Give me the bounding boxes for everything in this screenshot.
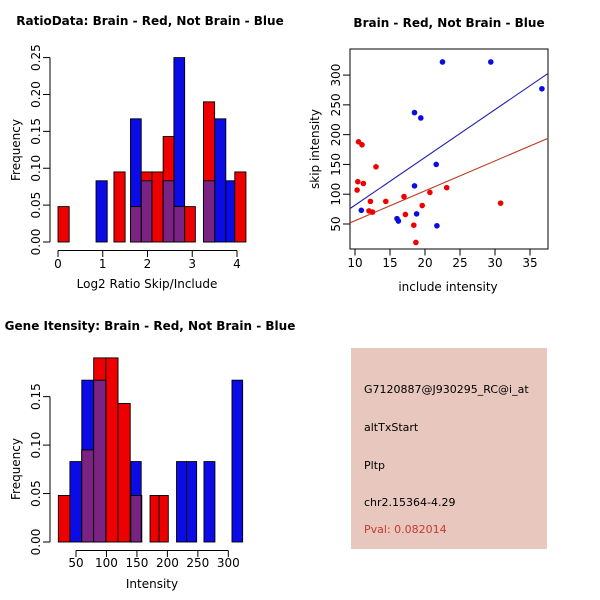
scatter-point-red	[368, 199, 374, 205]
histogram-bar-red	[58, 207, 69, 242]
histogram-bar-red	[114, 172, 125, 242]
scatter-point-red	[498, 200, 504, 206]
scatter-point-red	[401, 194, 407, 200]
y-tick-label: 100	[329, 182, 344, 206]
probe-id-text: G7120887@J930295_RC@i_at	[364, 383, 529, 396]
histogram-bar-overlap	[203, 181, 214, 242]
scatter-xlabel: include intensity	[398, 280, 498, 294]
y-tick-label: 0.05	[29, 191, 44, 219]
plot-box	[350, 49, 548, 249]
scatter-point-red	[383, 199, 389, 205]
scatter-point-red	[355, 179, 361, 185]
histogram-bar-blue	[226, 181, 235, 242]
scatter-point-blue	[418, 115, 424, 121]
scatter-point-blue	[539, 86, 545, 92]
y-tick-label: 0.15	[29, 383, 44, 411]
histogram-bar-overlap	[131, 495, 141, 542]
y-tick-label: 0.10	[29, 431, 44, 459]
y-tick-label: 0.20	[29, 81, 44, 108]
scatter-point-blue	[412, 110, 418, 116]
histogram-bar-overlap	[130, 207, 141, 242]
scatter-point-blue	[396, 218, 402, 224]
histogram-bar-overlap	[82, 450, 94, 542]
histogram-bar-red	[185, 207, 196, 242]
scatter-point-red	[354, 187, 360, 193]
scatter-point-red	[403, 212, 409, 218]
scatter-point-blue	[412, 183, 418, 189]
histogram-bar-blue	[232, 380, 243, 542]
histogram-bar-blue	[215, 119, 226, 242]
histogram-bar-overlap	[163, 181, 174, 242]
y-tick-label: 0.25	[29, 44, 44, 71]
histogram-bar-overlap	[174, 207, 185, 242]
histogram-bar-red	[58, 495, 70, 542]
scatter-point-blue	[488, 59, 494, 65]
scatter-point-blue	[440, 59, 446, 65]
x-tick-label: 1	[98, 257, 107, 271]
gene-symbol-text: Pltp	[364, 459, 385, 472]
gene-hist-ylabel: Frequency	[9, 438, 23, 500]
histogram-bar-red	[159, 495, 168, 542]
scatter-point-red	[370, 209, 376, 215]
y-tick-label: 300	[329, 63, 344, 87]
scatter-ylabel: skip intensity	[308, 109, 322, 189]
event-type-text: altTxStart	[364, 421, 419, 434]
scatter-title: Brain - Red, Not Brain - Blue	[353, 16, 545, 30]
scatter-point-blue	[434, 223, 440, 229]
y-tick-label: 50	[329, 216, 344, 232]
gene-hist-xlabel: Intensity	[125, 577, 179, 591]
locus-text: chr2.15364-4.29	[364, 496, 456, 509]
histogram-bar-blue	[96, 181, 107, 242]
x-tick-label: 50	[68, 556, 84, 570]
ratio-hist-title: RatioData: Brain - Red, Not Brain - Blue	[16, 14, 284, 28]
histogram-bar-red	[118, 403, 130, 542]
scatter-point-red	[427, 190, 433, 196]
brain-fit-line	[350, 138, 548, 223]
x-tick-label: 100	[95, 556, 118, 570]
histogram-bar-red	[235, 172, 246, 242]
x-tick-label: 200	[155, 556, 179, 570]
scatter-point-blue	[414, 211, 420, 217]
scatter-point-red	[419, 203, 425, 209]
y-tick-label: 0.10	[29, 154, 44, 182]
x-tick-label: 2	[143, 257, 152, 271]
histogram-bar-blue	[204, 462, 215, 542]
y-tick-label: 150	[329, 152, 344, 176]
y-tick-label: 0.00	[29, 228, 44, 256]
histogram-bar-blue	[177, 462, 187, 542]
histogram-bar-blue	[187, 462, 197, 542]
gene-histogram-plot	[29, 358, 242, 570]
x-tick-label: 150	[125, 556, 149, 570]
scatter-point-red	[373, 164, 379, 170]
x-tick-label: 25	[452, 256, 468, 270]
ratio-hist-ylabel: Frequency	[9, 119, 23, 181]
x-tick-label: 35	[522, 256, 538, 270]
x-tick-label: 3	[188, 257, 197, 271]
histogram-bar-red	[150, 495, 159, 542]
ratio-histogram-plot	[29, 44, 246, 271]
histogram-bar-overlap	[94, 380, 106, 542]
scatter-point-red	[444, 185, 450, 191]
pval-text: Pval: 0.082014	[364, 523, 447, 536]
scatter-point-red	[359, 142, 365, 148]
x-tick-label: 10	[347, 256, 363, 270]
y-tick-label: 0.15	[29, 118, 44, 145]
y-tick-label: 0.05	[29, 480, 44, 507]
y-tick-label: 250	[329, 93, 344, 117]
scatter-point-red	[361, 181, 367, 187]
scatter-plot	[329, 49, 548, 270]
histogram-bar-overlap	[141, 181, 152, 242]
gene-info-panel	[351, 348, 547, 549]
x-tick-label: 4	[233, 257, 241, 271]
scatter-point-red	[413, 240, 419, 246]
scatter-point-red	[411, 222, 417, 228]
histogram-bar-red	[152, 172, 163, 242]
x-tick-label: 15	[382, 256, 398, 270]
histogram-bar-red	[106, 358, 118, 542]
histogram-bar-blue	[70, 462, 82, 542]
x-tick-label: 30	[487, 256, 503, 270]
x-tick-label: 0	[54, 257, 62, 271]
ratio-hist-xlabel: Log2 Ratio Skip/Include	[76, 277, 218, 291]
x-tick-label: 300	[216, 556, 240, 570]
x-tick-label: 20	[417, 256, 433, 270]
scatter-point-blue	[359, 207, 365, 213]
y-tick-label: 0.00	[29, 528, 44, 556]
x-tick-label: 250	[186, 556, 210, 570]
y-tick-label: 200	[329, 123, 344, 147]
gene-hist-title: Gene Itensity: Brain - Red, Not Brain - Blue	[4, 319, 296, 333]
scatter-point-blue	[433, 162, 439, 168]
